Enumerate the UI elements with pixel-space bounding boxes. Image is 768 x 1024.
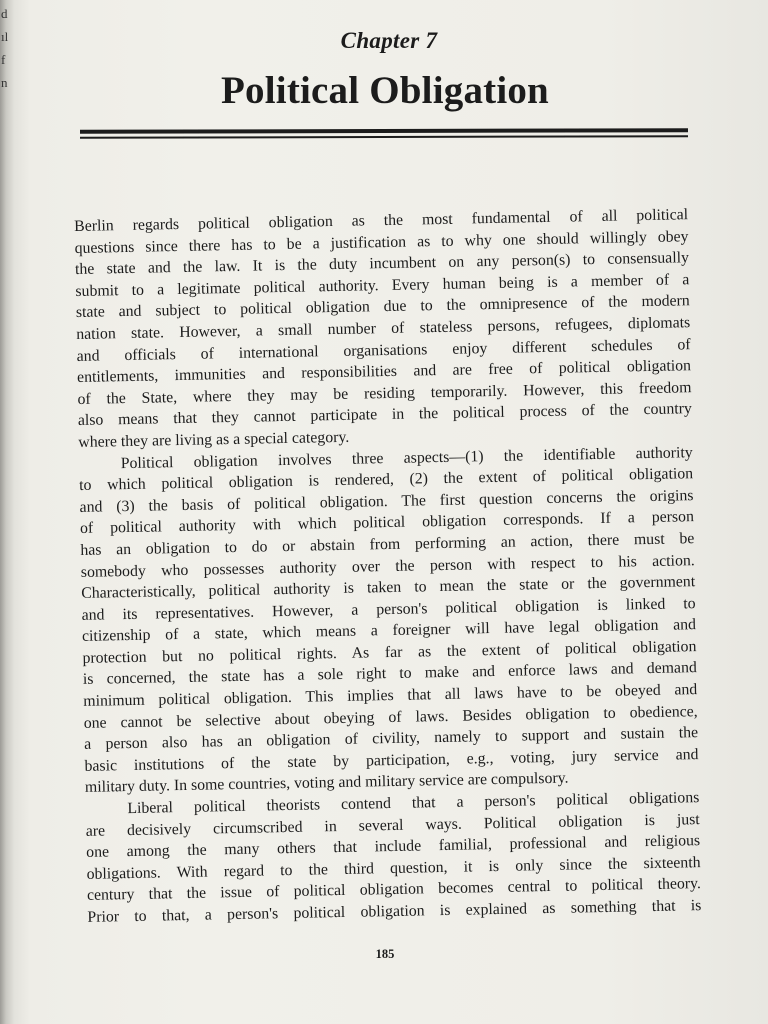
body-line: of the State, where they may be residing temporarily. However, this freedom xyxy=(77,378,692,408)
body-line: where they are living as a special category. xyxy=(78,428,350,451)
title-rule-thin xyxy=(80,135,688,138)
body-line: submit to a legitimate political authority. Every human being is a member of a xyxy=(75,270,690,300)
body-line: century that the issue of political obligation becomes central to political theory. xyxy=(86,875,702,905)
edge-mark: f xyxy=(1,52,6,67)
body-line: is concerned, the state has a sole right to make and enforce laws and demand xyxy=(82,659,697,689)
body-line: military duty. In some countries, voting and military service are compulsory. xyxy=(84,770,569,797)
edge-mark: n xyxy=(1,75,8,90)
edge-mark: d xyxy=(1,6,8,21)
body-line: Berlin regards political obligation as the most fundamental of all political xyxy=(74,206,689,235)
chapter-title: Political Obligation xyxy=(221,69,549,112)
edge-mark: ıl xyxy=(1,29,9,44)
body-line: somebody who possesses authority over the person with respect to his action. xyxy=(80,551,695,581)
body-line: and (3) the basis of political obligation. The first question concerns the origins xyxy=(79,486,694,516)
body-line: and officials of international organisations enjoy different schedules of xyxy=(76,335,691,365)
body-line: entitlements, immunities and responsibilities and are free of political obligation xyxy=(76,357,692,387)
adjacent-page-edge xyxy=(0,0,14,1024)
body-line: obligations. With regard to the third question, it is only since the sixteenth xyxy=(86,853,701,883)
body-line: also means that they cannot participate in the political process of the country xyxy=(77,400,692,430)
body-line: of political authority with which political obligation corresponds. If a person xyxy=(79,508,695,538)
body-line: Liberal political theorists contend that a person's political obligations xyxy=(127,789,700,818)
title-rule-thick xyxy=(80,128,688,134)
body-line: one among the many others that include familial, professional and religious xyxy=(86,832,701,862)
page-number: 185 xyxy=(375,947,395,961)
body-line: are decisively circumscribed in several ways. Political obligation is just xyxy=(85,810,700,840)
body-line: basic institutions of the state by participation, e.g., voting, jury service and xyxy=(84,745,699,775)
body-line: Prior to that, a person's political obligation is explained as something that is xyxy=(87,897,702,926)
body-line: Political obligation involves three aspects—(1) the identifiable authority xyxy=(120,443,693,472)
chapter-label: Chapter 7 xyxy=(340,28,438,53)
body-line: has an obligation to do or abstain from performing an action, there must be xyxy=(80,530,695,559)
body-line: a person also has an obligation of civility, namely to support and sustain the xyxy=(83,724,699,754)
body-line: protection but no political rights. As far as the extent of political obligation xyxy=(82,638,697,667)
body-line: nation state. However, a small number of stateless persons, refugees, diplomats xyxy=(76,314,691,343)
body-line: Characteristically, political authority is taken to mean the state or the government xyxy=(81,573,696,603)
body-line: minimum political obligation. This implies that all laws have to be obeyed and xyxy=(83,681,698,710)
body-line: one cannot be selective about obeying of laws. Besides obligation to obedience, xyxy=(83,702,698,732)
body-line: questions since there has to be a justification as to why one should willingly obey xyxy=(74,227,689,257)
body-text xyxy=(74,204,702,928)
body-line: to which political obligation is rendered, (2) the extent of political obligation xyxy=(79,465,694,495)
body-line: citizenship of a state, which means a foreigner will have legal obligation and xyxy=(81,616,697,646)
body-line: the state and the law. It is the duty incumbent on any person(s) to consensually xyxy=(74,249,690,279)
body-line: and its representatives. However, a person's political obligation is linked to xyxy=(81,594,696,624)
body-line: state and subject to political obligation due to the omnipresence of the modern xyxy=(75,292,690,322)
